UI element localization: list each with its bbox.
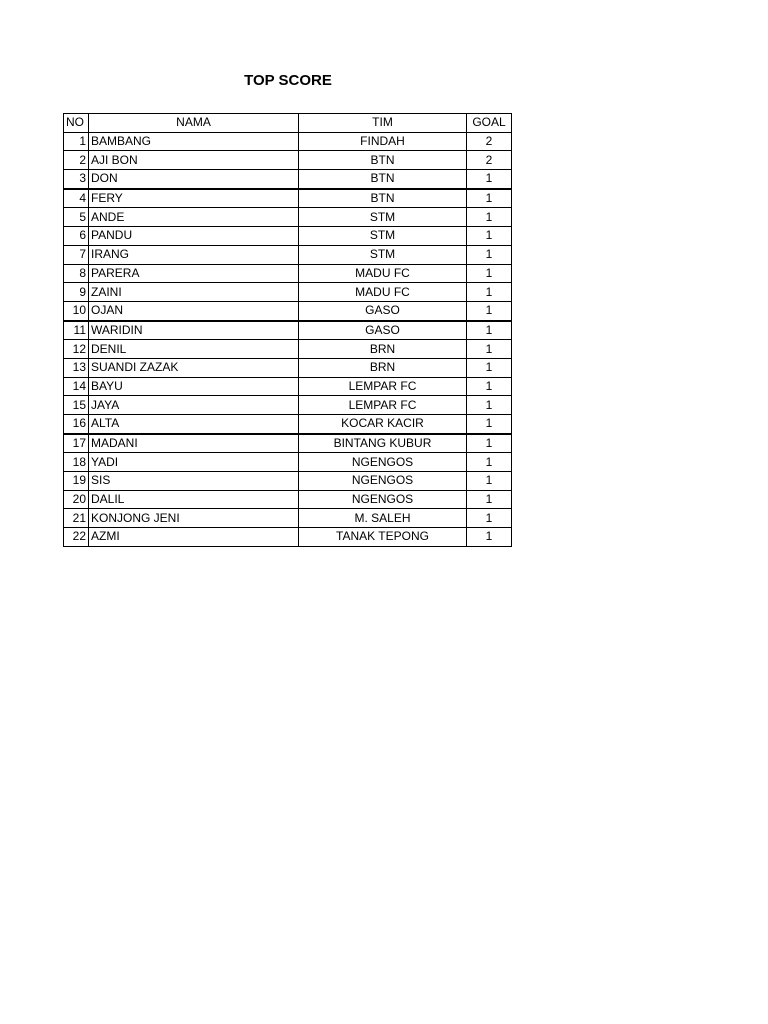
table-row <box>64 509 512 528</box>
table-row <box>64 132 512 151</box>
cell-tim: BTN <box>299 170 467 189</box>
table-row <box>64 301 512 320</box>
cell-nama: JAYA <box>89 396 299 415</box>
cell-no: 6 <box>64 227 89 246</box>
cell-nama: MADANI <box>89 434 299 453</box>
cell-tim: NGENGOS <box>299 453 467 472</box>
cell-nama: ALTA <box>89 415 299 434</box>
cell-no: 14 <box>64 377 89 396</box>
cell-tim: NGENGOS <box>299 472 467 491</box>
cell-nama: AZMI <box>89 528 299 547</box>
cell-no: 2 <box>64 151 89 170</box>
cell-nama: FERY <box>89 189 299 208</box>
table-header-row <box>64 114 512 133</box>
cell-nama: PARERA <box>89 264 299 283</box>
header-goal: GOAL <box>467 114 512 133</box>
cell-nama: WARIDIN <box>89 321 299 340</box>
cell-no: 16 <box>64 415 89 434</box>
cell-nama: BAMBANG <box>89 132 299 151</box>
table-row <box>64 396 512 415</box>
cell-tim: STM <box>299 245 467 264</box>
table-row <box>64 472 512 491</box>
table-row <box>64 490 512 509</box>
table-row <box>64 377 512 396</box>
table-row <box>64 358 512 377</box>
cell-tim: BTN <box>299 151 467 170</box>
cell-nama: SIS <box>89 472 299 491</box>
cell-no: 17 <box>64 434 89 453</box>
cell-goal: 1 <box>467 301 512 320</box>
cell-tim: LEMPAR FC <box>299 377 467 396</box>
cell-goal: 1 <box>467 189 512 208</box>
cell-no: 8 <box>64 264 89 283</box>
top-score-table <box>63 113 512 547</box>
cell-tim: BTN <box>299 189 467 208</box>
cell-no: 15 <box>64 396 89 415</box>
table-row <box>64 283 512 302</box>
cell-no: 3 <box>64 170 89 189</box>
cell-tim: GASO <box>299 321 467 340</box>
cell-goal: 1 <box>467 264 512 283</box>
cell-nama: ANDE <box>89 208 299 227</box>
cell-nama: ZAINI <box>89 283 299 302</box>
table-row <box>64 528 512 547</box>
cell-tim: KOCAR KACIR <box>299 415 467 434</box>
cell-tim: MADU FC <box>299 264 467 283</box>
cell-nama: BAYU <box>89 377 299 396</box>
table-row <box>64 415 512 434</box>
cell-goal: 1 <box>467 358 512 377</box>
cell-tim: TANAK TEPONG <box>299 528 467 547</box>
cell-goal: 1 <box>467 208 512 227</box>
cell-no: 20 <box>64 490 89 509</box>
cell-no: 1 <box>64 132 89 151</box>
table-row <box>64 264 512 283</box>
cell-goal: 1 <box>467 472 512 491</box>
cell-no: 21 <box>64 509 89 528</box>
cell-no: 19 <box>64 472 89 491</box>
cell-nama: DALIL <box>89 490 299 509</box>
table-row <box>64 453 512 472</box>
table-row <box>64 340 512 359</box>
cell-tim: FINDAH <box>299 132 467 151</box>
cell-goal: 1 <box>467 453 512 472</box>
table-row <box>64 151 512 170</box>
header-tim: TIM <box>299 114 467 133</box>
cell-no: 11 <box>64 321 89 340</box>
cell-goal: 1 <box>467 340 512 359</box>
table-row <box>64 245 512 264</box>
cell-no: 7 <box>64 245 89 264</box>
cell-nama: AJI BON <box>89 151 299 170</box>
cell-no: 5 <box>64 208 89 227</box>
table-row <box>64 321 512 340</box>
table-row <box>64 208 512 227</box>
cell-tim: M. SALEH <box>299 509 467 528</box>
cell-goal: 1 <box>467 396 512 415</box>
cell-tim: STM <box>299 208 467 227</box>
cell-goal: 1 <box>467 170 512 189</box>
cell-no: 9 <box>64 283 89 302</box>
cell-nama: OJAN <box>89 301 299 320</box>
cell-goal: 1 <box>467 490 512 509</box>
cell-goal: 1 <box>467 415 512 434</box>
cell-nama: YADI <box>89 453 299 472</box>
cell-no: 10 <box>64 301 89 320</box>
cell-nama: KONJONG JENI <box>89 509 299 528</box>
cell-nama: DENIL <box>89 340 299 359</box>
cell-goal: 2 <box>467 151 512 170</box>
cell-nama: IRANG <box>89 245 299 264</box>
cell-nama: DON <box>89 170 299 189</box>
cell-tim: MADU FC <box>299 283 467 302</box>
cell-goal: 1 <box>467 528 512 547</box>
table-row <box>64 227 512 246</box>
cell-goal: 1 <box>467 377 512 396</box>
cell-tim: BINTANG KUBUR <box>299 434 467 453</box>
cell-no: 18 <box>64 453 89 472</box>
cell-nama: PANDU <box>89 227 299 246</box>
header-no: NO <box>64 114 89 133</box>
cell-goal: 1 <box>467 283 512 302</box>
page-title: TOP SCORE <box>244 72 332 89</box>
cell-no: 13 <box>64 358 89 377</box>
cell-tim: BRN <box>299 358 467 377</box>
cell-goal: 1 <box>467 321 512 340</box>
header-nama: NAMA <box>89 114 299 133</box>
table-row <box>64 189 512 208</box>
cell-no: 12 <box>64 340 89 359</box>
cell-tim: BRN <box>299 340 467 359</box>
cell-goal: 1 <box>467 434 512 453</box>
table-row <box>64 434 512 453</box>
cell-no: 4 <box>64 189 89 208</box>
cell-goal: 1 <box>467 509 512 528</box>
cell-tim: STM <box>299 227 467 246</box>
cell-goal: 1 <box>467 245 512 264</box>
table-row <box>64 170 512 189</box>
cell-goal: 1 <box>467 227 512 246</box>
table-body <box>64 132 512 546</box>
cell-tim: NGENGOS <box>299 490 467 509</box>
cell-goal: 2 <box>467 132 512 151</box>
cell-tim: LEMPAR FC <box>299 396 467 415</box>
cell-no: 22 <box>64 528 89 547</box>
cell-nama: SUANDI ZAZAK <box>89 358 299 377</box>
cell-tim: GASO <box>299 301 467 320</box>
